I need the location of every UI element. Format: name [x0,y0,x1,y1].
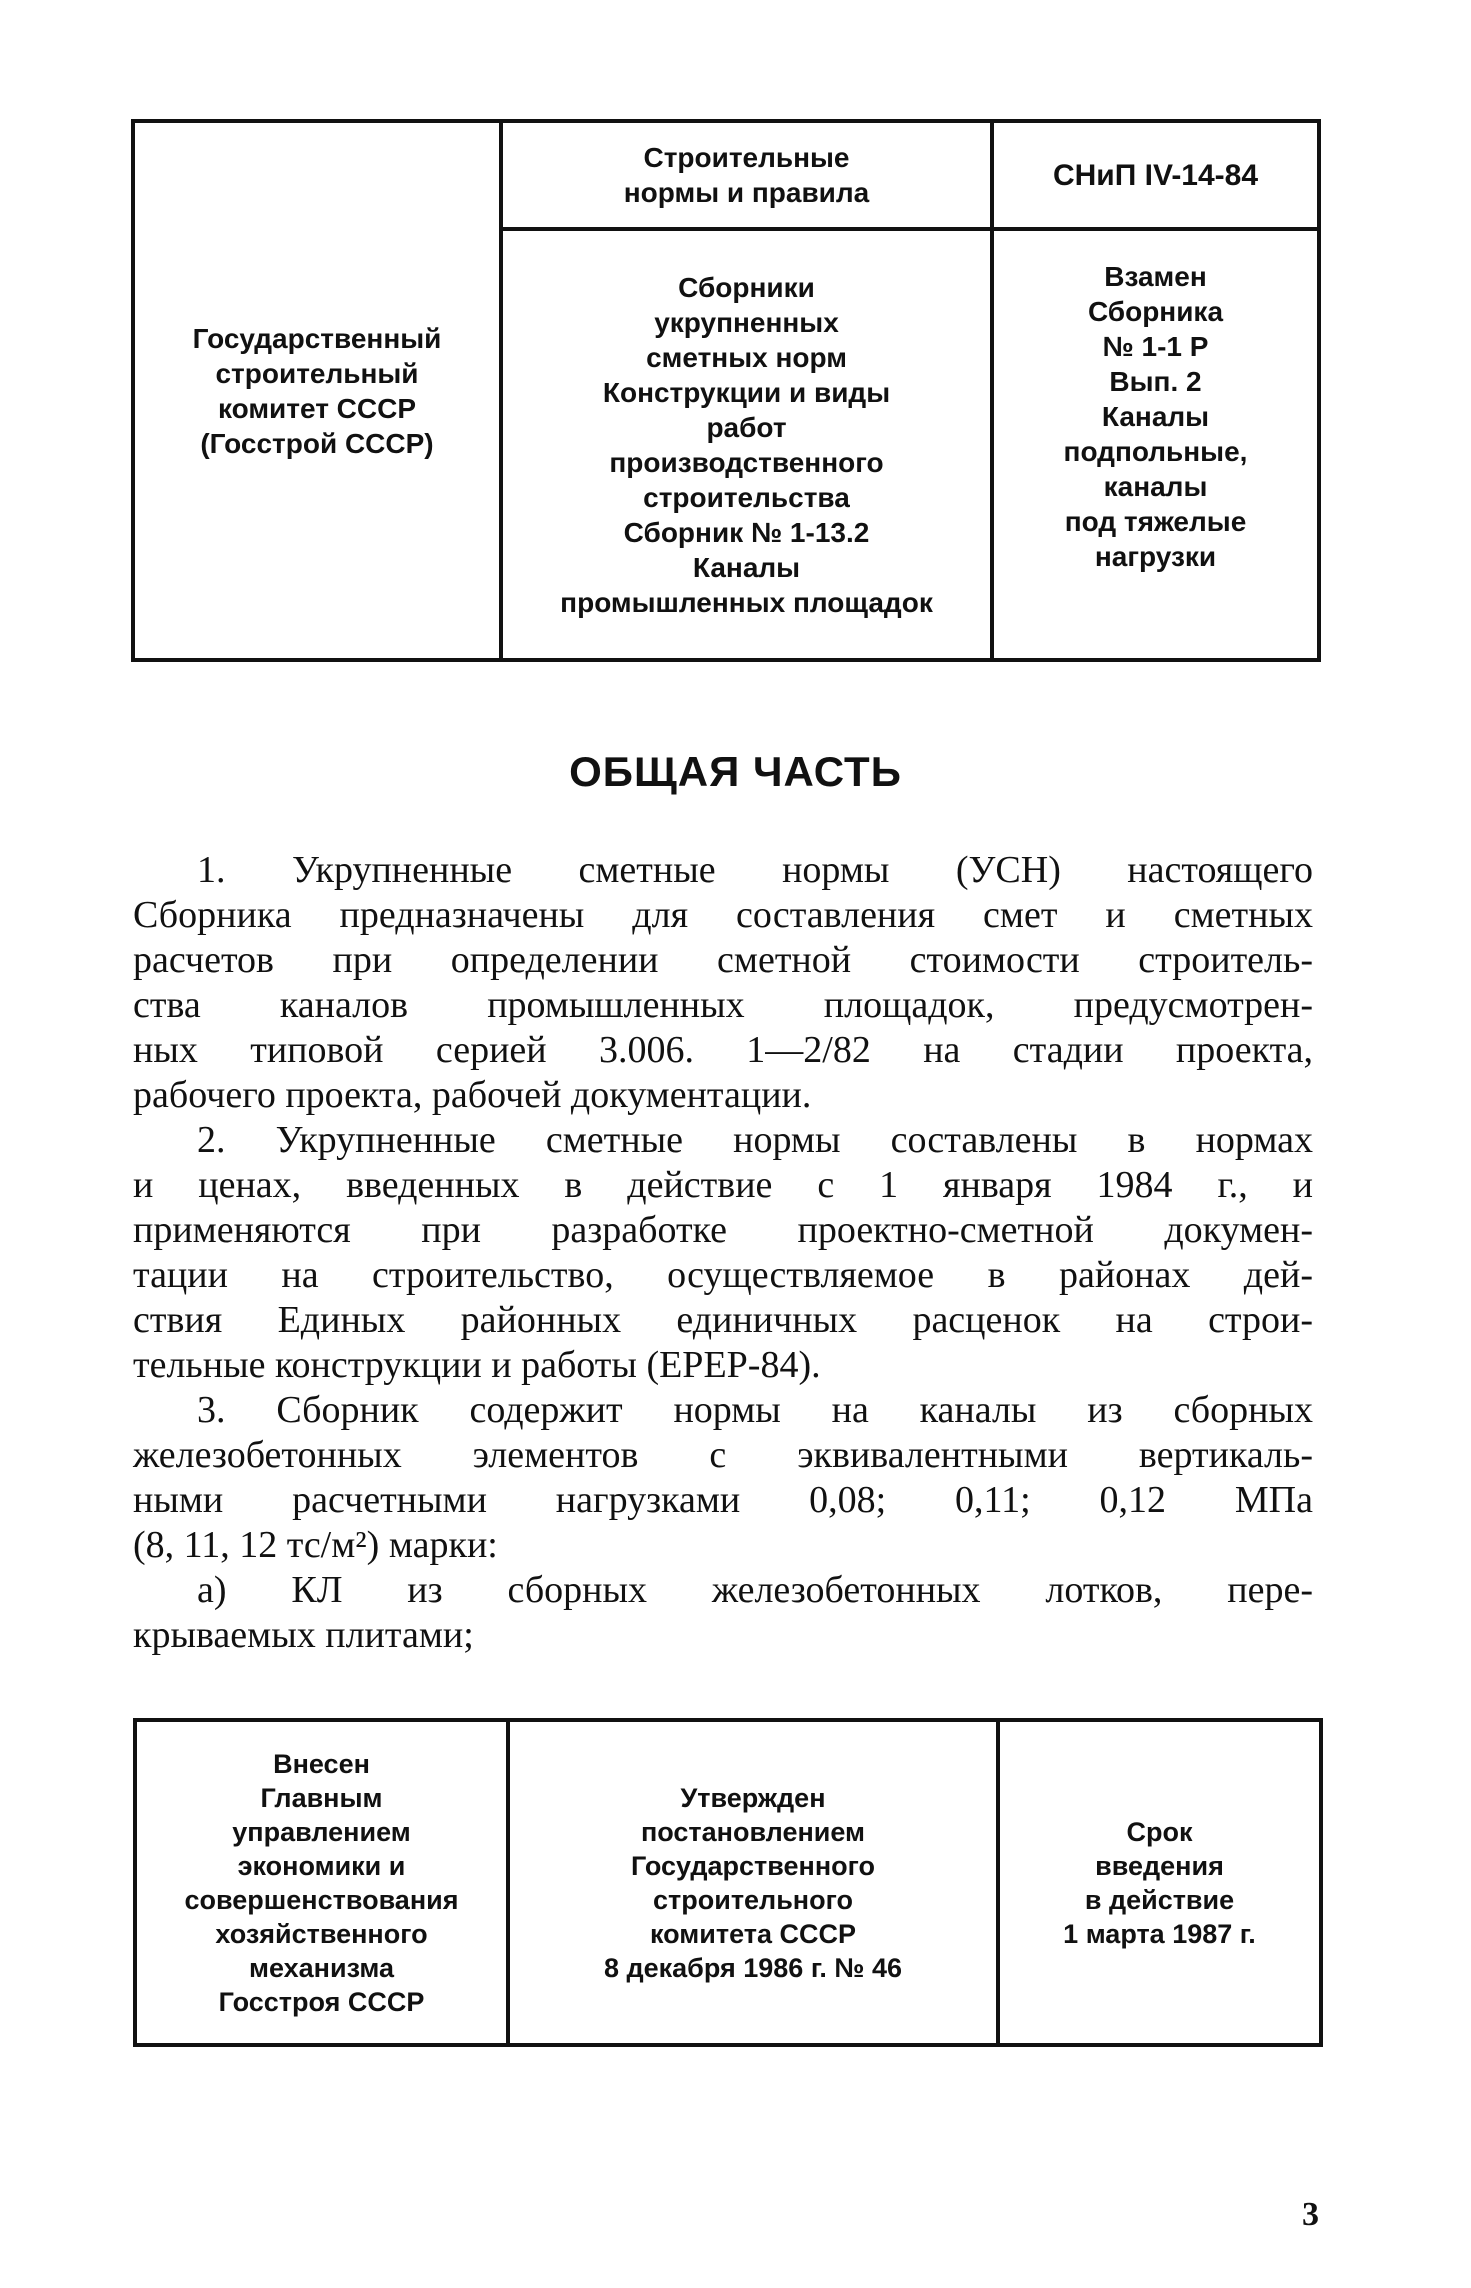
submitted-line: управлением [232,1816,411,1847]
issuer-line: строительный [215,357,419,389]
effective-line: Срок [1126,1816,1193,1847]
approved-line: строительного [653,1884,853,1915]
footer-table [133,1718,1323,2047]
text-line: 3. Сборник содержит нормы на каналы из сборных [197,1389,1313,1431]
issuer-line: (Госстрой СССР) [200,427,434,459]
header-table [131,119,1321,662]
approved-line: постановлением [640,1816,866,1847]
collection-line: укрупненных [654,306,839,338]
text-line: и ценах, введенных в действие с 1 января 1984 г., и [133,1164,1313,1206]
page-number: 3 [1302,2196,1319,2233]
doc-code: СНиП IV-14-84 [1052,158,1259,192]
text-line: Сборника предназначены для составления смет и сметных [133,894,1313,936]
submitted-line: совершенствования [184,1884,459,1915]
effective-line: 1 марта 1987 г. [1063,1918,1256,1949]
text-line: тельные конструкции и работы (ЕРЕР-84). [133,1344,821,1386]
collection-line: Каналы [692,551,801,583]
doc-code-cell [992,121,1319,229]
collection-line: Сборник № 1-13.2 [623,516,870,548]
approved-cell [508,1720,998,2045]
text-line: железобетонных элементов с эквивалентными вертикаль- [133,1434,1313,1476]
text-line: а) КЛ из сборных железобетонных лотков, пере- [197,1569,1313,1611]
collection-cell [501,229,992,660]
doc-type-line: нормы и правила [623,177,870,208]
collection-line: промышленных площадок [560,586,933,618]
text-line: ных типовой серией 3.006. 1—2/82 на стадии проекта, [133,1029,1313,1071]
collection-line: работ [706,411,787,443]
collection-line: производственного [609,446,884,478]
submitted-cell [135,1720,508,2045]
replaces-cell [992,229,1319,660]
replaces-line: нагрузки [1094,541,1217,572]
collection-line: строительства [643,481,850,513]
text-line: ствия Единых районных единичных расценок на строи- [133,1299,1313,1341]
submitted-line: механизма [249,1952,394,1983]
replaces-line: Взамен [1104,261,1207,292]
effective-cell [998,1720,1321,2045]
text-line: 1. Укрупненные сметные нормы (УСН) настоящего [197,849,1313,891]
text-line: крываемых плитами; [133,1614,474,1656]
approved-line: Государственного [630,1850,876,1881]
text-line: ства каналов промышленных площадок, предусмотрен- [133,984,1313,1026]
body-text [133,848,1313,1658]
collection-line: Конструкции и виды [602,376,891,408]
approved-line: Утвержден [680,1782,826,1813]
replaces-line: Вып. 2 [1109,366,1202,397]
submitted-line: Госстроя СССР [218,1986,425,2017]
text-line: (8, 11, 12 тс/м²) марки: [133,1524,498,1566]
replaces-line: подпольные, [1063,436,1248,467]
text-line: применяются при разработке проектно-сметной докумен- [133,1209,1313,1251]
approved-line: 8 декабря 1986 г. № 46 [603,1952,902,1983]
text-line: расчетов при определении сметной стоимости строитель- [133,939,1313,981]
approved-line: комитета СССР [650,1918,856,1949]
effective-line: введения [1095,1850,1224,1881]
replaces-line: под тяжелые [1064,506,1247,537]
submitted-line: экономики и [237,1850,406,1881]
text-line: тации на строительство, осуществляемое в районах дей- [133,1254,1313,1296]
replaces-line: Каналы [1101,401,1210,432]
doc-type-cell [501,121,992,229]
submitted-line: Главным [260,1782,383,1813]
replaces-line: Сборника [1087,296,1224,327]
submitted-line: Внесен [273,1748,370,1779]
text-line: рабочего проекта, рабочей документации. [133,1074,812,1116]
collection-line: Сборники [678,271,815,303]
doc-type-line: Строительные [643,142,850,173]
issuer-cell [133,121,501,660]
text-line: 2. Укрупненные сметные нормы составлены в нормах [197,1119,1313,1161]
effective-line: в действие [1084,1884,1235,1915]
issuer-line: комитет СССР [217,392,417,424]
collection-line: сметных норм [646,341,847,373]
replaces-line: № 1-1 Р [1102,331,1209,362]
text-line: ными расчетными нагрузками 0,08; 0,11; 0,12 МПа [133,1479,1313,1521]
issuer-line: Государственный [192,322,442,354]
replaces-line: каналы [1103,471,1208,502]
submitted-line: хозяйственного [215,1918,428,1949]
section-title: ОБЩАЯ ЧАСТЬ [569,748,902,795]
